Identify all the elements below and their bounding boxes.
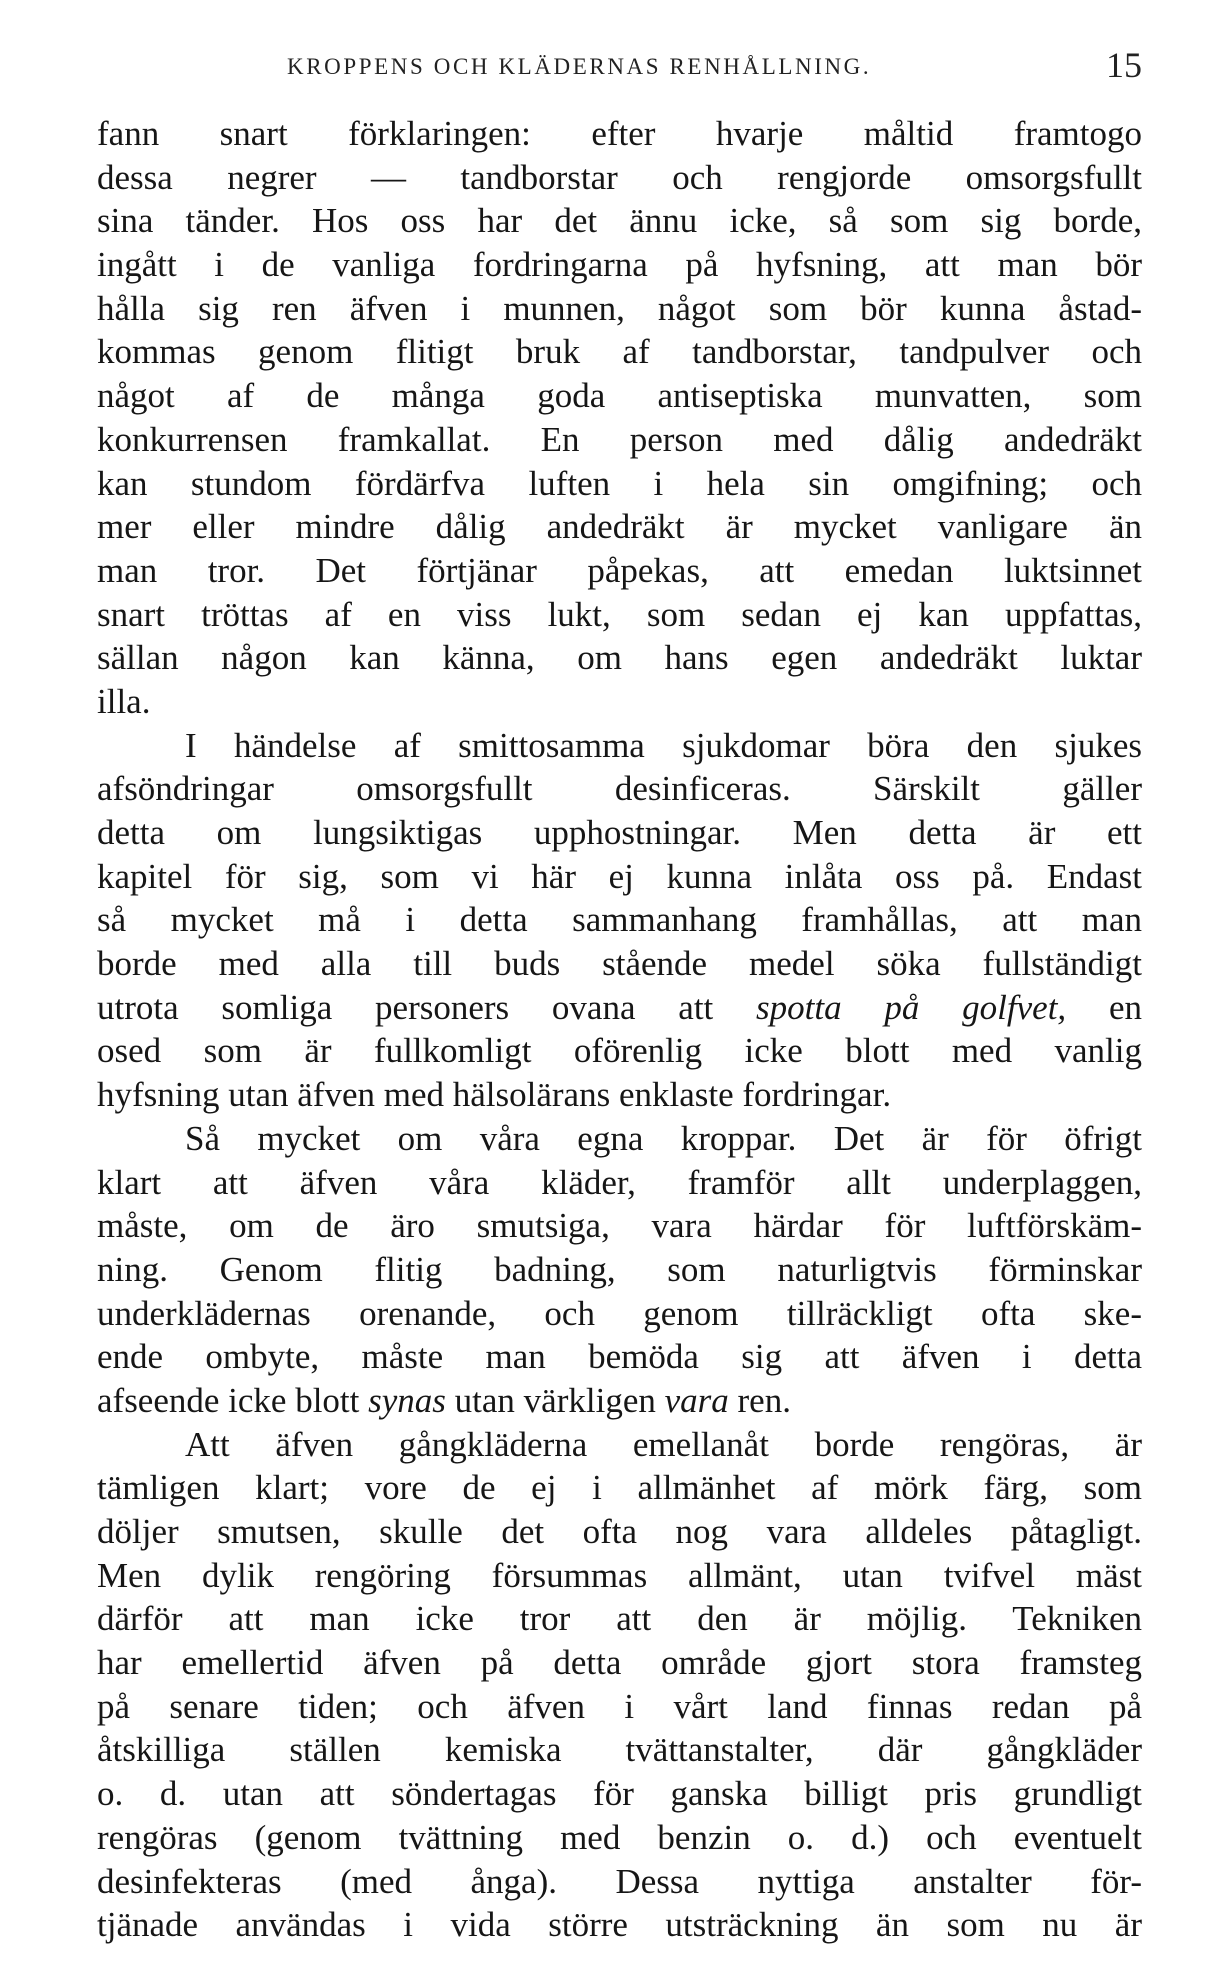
text-line: så mycket må i detta sammanhang framhållas, att man xyxy=(97,900,1142,940)
page-number: 15 xyxy=(1106,45,1142,85)
text-line xyxy=(97,986,1142,1030)
text-line: hyfsning utan äfven med hälsolärans enklaste fordringar. xyxy=(97,1075,892,1115)
text-run: ren. xyxy=(728,1380,791,1420)
text-run: afseende icke blott xyxy=(97,1380,369,1420)
italic-word: vara xyxy=(664,1380,729,1420)
text-line: dessa negrer — tandborstar och rengjorde omsorgsfullt xyxy=(97,157,1142,197)
text-run: en xyxy=(1066,987,1142,1027)
text-run: utan värkligen xyxy=(445,1380,665,1420)
text-line: borde med alla till buds stående medel söka fullständigt xyxy=(97,944,1142,984)
text-line: därför att man icke tror att den är möjlig. Tekniken xyxy=(97,1599,1142,1639)
italic-word: synas xyxy=(368,1380,446,1420)
text-line: tämligen klart; vore de ej i allmänhet af mörk färg, som xyxy=(97,1468,1142,1508)
text-line: osed som är fullkomligt oförenlig icke blott med vanlig xyxy=(97,1031,1142,1071)
text-line: kan stundom fördärfva luften i hela sin omgifning; och xyxy=(97,463,1142,503)
text-line: har emellertid äfven på detta område gjort stora framsteg xyxy=(97,1643,1142,1683)
text-line: desinfekteras (med ånga). Dessa nyttiga anstalter för- xyxy=(97,1861,1142,1901)
text-line: fann snart förklaringen: efter hvarje måltid framtogo xyxy=(97,114,1142,153)
text-line: rengöras (genom tvättning med benzin o. d.) och eventuelt xyxy=(97,1817,1142,1857)
text-line: ingått i de vanliga fordringarna på hyfsning, att man bör xyxy=(97,245,1142,285)
paragraph-start-line: I händelse af smittosamma sjukdomar böra den sjukes xyxy=(185,725,1142,765)
text-line: ende ombyte, måste man bemöda sig att äfven i detta xyxy=(97,1337,1142,1377)
text-line: döljer smutsen, skulle det ofta nog vara alldeles påtagligt. xyxy=(97,1512,1142,1551)
text-line: åtskilliga ställen kemiska tvättanstalter, där gångkläder xyxy=(97,1730,1142,1770)
running-title: KROPPENS OCH KLÄDERNAS RENHÅLLNING. xyxy=(287,54,872,79)
text-line: underklädernas orenande, och genom tillräckligt ofta ske- xyxy=(97,1293,1142,1333)
text-line: klart att äfven våra kläder, framför allt underplaggen, xyxy=(97,1162,1142,1202)
text-line: sällan någon kan känna, om hans egen andedräkt luktar xyxy=(97,638,1142,678)
text-line: konkurrensen framkallat. En person med dålig andedräkt xyxy=(97,419,1142,459)
text-line: Men dylik rengöring försummas allmänt, utan tvifvel mäst xyxy=(97,1555,1142,1595)
text-line: på senare tiden; och äfven i vårt land finnas redan på xyxy=(97,1686,1142,1726)
body-text xyxy=(97,112,1142,1947)
text-line: illa. xyxy=(97,681,151,721)
text-line: hålla sig ren äfven i munnen, något som bör kunna åstad- xyxy=(97,288,1142,328)
text-line: snart tröttas af en viss lukt, som sedan ej kan uppfattas, xyxy=(97,594,1142,634)
text-line: mer eller mindre dålig andedräkt är mycket vanligare än xyxy=(97,507,1142,547)
text-line: något af de många goda antiseptiska munvatten, som xyxy=(97,376,1142,416)
text-line: tjänade användas i vida större utsträckning än som nu är xyxy=(97,1905,1142,1945)
text-line: o. d. utan att söndertagas för ganska billigt pris grundligt xyxy=(97,1774,1142,1814)
text-line: man tror. Det förtjänar påpekas, att emedan luktsinnet xyxy=(97,550,1142,590)
text-line: afsöndringar omsorgsfullt desinficeras. Särskilt gäller xyxy=(97,769,1142,809)
running-head xyxy=(97,44,1142,84)
text-line xyxy=(97,1379,1142,1423)
text-line: detta om lungsiktigas upphostningar. Men detta är ett xyxy=(97,813,1142,852)
text-line: ning. Genom flitig badning, som naturligtvis förminskar xyxy=(97,1249,1142,1289)
paragraph-start-line: Att äfven gångkläderna emellanåt borde rengöras, är xyxy=(185,1424,1142,1464)
text-run: utrota somliga personers ovana att xyxy=(97,987,757,1027)
text-line: kommas genom flitigt bruk af tandborstar, tandpulver och xyxy=(97,332,1142,372)
text-line: måste, om de äro smutsiga, vara härdar för luftförskäm- xyxy=(97,1206,1142,1246)
paragraph-start-line: Så mycket om våra egna kroppar. Det är för öfrigt xyxy=(185,1118,1142,1158)
text-line: kapitel för sig, som vi här ej kunna inlåta oss på. Endast xyxy=(97,856,1142,896)
italic-phrase: spotta på golfvet, xyxy=(756,987,1067,1027)
text-line: sina tänder. Hos oss har det ännu icke, så som sig borde, xyxy=(97,201,1142,241)
